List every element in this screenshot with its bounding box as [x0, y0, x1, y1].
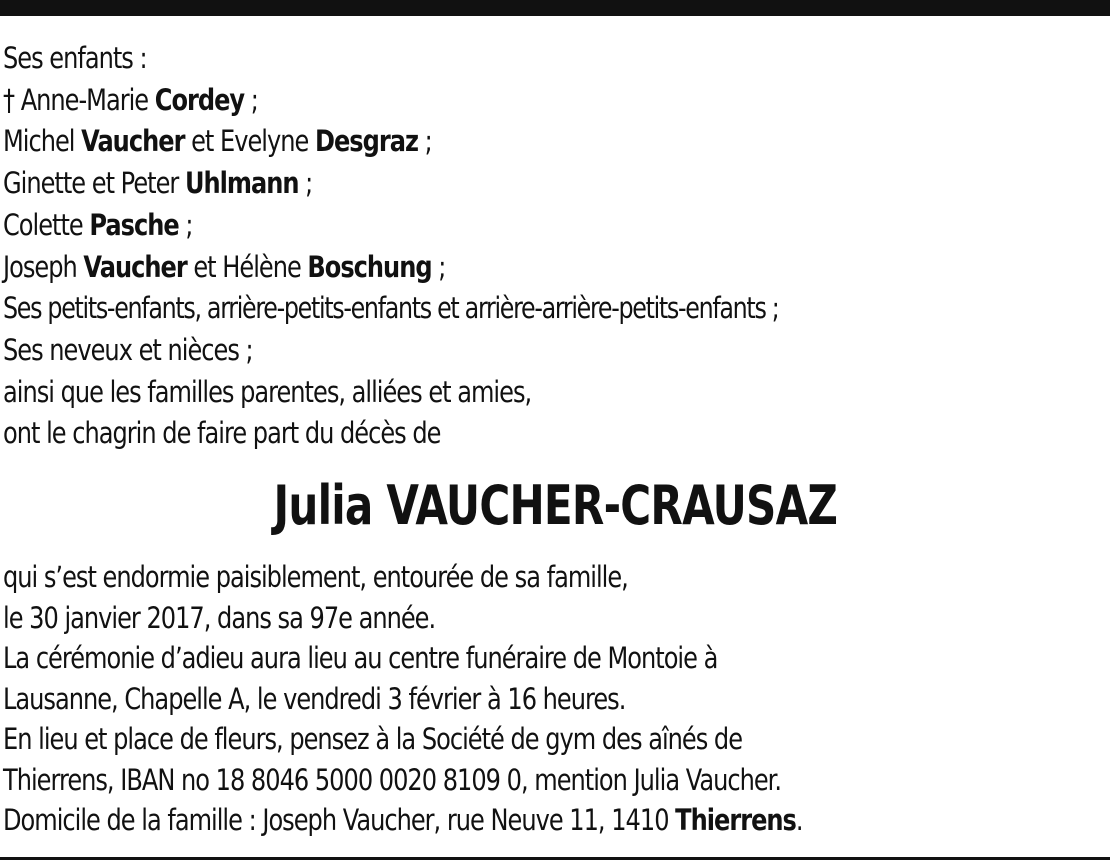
member-partner-name: et Hélène [186, 249, 308, 284]
line-punctuation: ; [417, 124, 432, 159]
details-line: La cérémonie d’adieu aura lieu au centre funéraire de Montoie à [3, 641, 718, 675]
grandchildren-line: Ses petits-enfants, arrière-petits-enfants et arrière-arrière-petits-enfants ; [3, 291, 779, 326]
member-first-name: † Anne-Marie [3, 82, 155, 117]
member-surname: Uhlmann [184, 166, 299, 201]
line-punctuation: ; [298, 166, 313, 201]
member-surname: Vaucher [83, 249, 187, 284]
member-surname: Cordey [154, 82, 245, 117]
announcement-line: ont le chagrin de faire part du décès de [3, 416, 441, 451]
top-rule [0, 0, 1110, 16]
line-punctuation: . [795, 803, 803, 837]
line-punctuation: ; [244, 82, 258, 117]
details-line: le 30 janvier 2017, dans sa 97e année. [3, 600, 436, 635]
member-first-name: Colette [3, 207, 90, 242]
details-line: En lieu et place de fleurs, pensez à la Société de gym des aînés de [3, 722, 743, 756]
details-line: Lausanne, Chapelle A, le vendredi 3 février à 16 heures. [3, 681, 626, 716]
member-first-name: Ginette et Peter [3, 166, 185, 201]
member-partner-name: et Evelyne [184, 124, 315, 159]
deceased-name: Julia VAUCHER-CRAUSAZ [273, 474, 837, 537]
details-line: Thierrens, IBAN no 18 8046 5000 0020 8109 0, mention Julia Vaucher. [3, 762, 782, 797]
member-surname: Vaucher [81, 124, 185, 159]
member-partner-surname: Boschung [307, 249, 432, 284]
details-line: qui s’est endormie paisiblement, entourée de sa famille, [3, 560, 628, 594]
line-punctuation: ; [178, 207, 193, 242]
bottom-rule [0, 857, 1110, 860]
relatives-line: ainsi que les familles parentes, alliées et amies, [3, 374, 532, 409]
member-surname: Pasche [89, 207, 179, 242]
member-first-name: Joseph [3, 249, 84, 284]
family-section [3, 38, 1107, 455]
family-member-line [3, 121, 919, 163]
details-section [3, 557, 1107, 841]
address-place: Thierrens [675, 803, 796, 837]
member-first-name: Michel [3, 124, 82, 159]
address-text: Domicile de la famille : Joseph Vaucher, rue Neuve 11, 1410 [3, 803, 676, 837]
line-punctuation: ; [431, 249, 446, 284]
deceased-name-heading [0, 468, 1110, 544]
family-member-line [3, 205, 919, 247]
member-partner-surname: Desgraz [314, 124, 418, 159]
family-member-line [3, 163, 919, 205]
family-member-line [3, 247, 919, 289]
family-member-line [3, 80, 919, 122]
family-address-line [3, 800, 919, 841]
children-intro: Ses enfants : [3, 41, 147, 75]
nephews-line: Ses neveux et nièces ; [3, 332, 253, 367]
